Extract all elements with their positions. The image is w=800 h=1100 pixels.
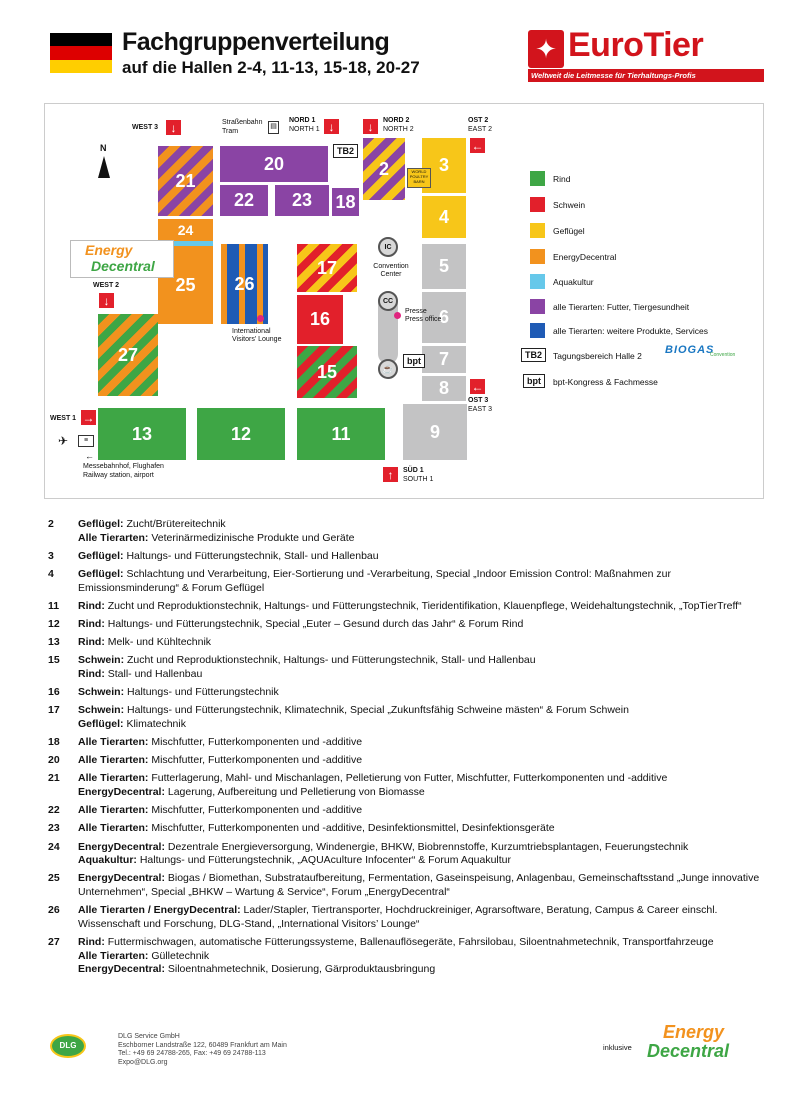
description-line (78, 904, 760, 931)
west1-label: WEST 1 (50, 415, 77, 422)
legend-swatch-gefluegel (530, 223, 545, 238)
description-text: Klimatechnik (126, 717, 186, 730)
description-category: Geflügel: (78, 549, 124, 562)
description-category: Rind: (78, 667, 105, 680)
description-row (48, 686, 760, 700)
press-marker (394, 312, 401, 319)
legend-swatch-futter (530, 299, 545, 314)
ic-marker: IC (378, 237, 398, 257)
inklusive-label: inklusive (603, 1043, 632, 1052)
north2-label: NORTH 2 (383, 126, 414, 133)
legend-swatch-services (530, 323, 545, 338)
energy-decentral-map-logo: Energy Decentral (70, 240, 174, 278)
biogas-logo: BIOGAS (665, 344, 715, 356)
sued1-label: SÜD 1 (403, 467, 424, 474)
description-hall-number: 2 (48, 518, 54, 530)
description-hall-number: 13 (48, 636, 60, 649)
description-row (48, 904, 760, 931)
legend-label-services: alle Tierarten: weitere Produkte, Services (553, 326, 708, 336)
description-category: Rind: (78, 599, 105, 612)
hall-5[interactable]: 5 (422, 244, 466, 289)
hall-25[interactable]: 25 (158, 246, 213, 324)
description-line (78, 950, 714, 964)
world-poultry-barn: WORLD POULTRY BARN (407, 168, 431, 188)
description-hall-number: 20 (48, 754, 60, 767)
description-hall-number: 26 (48, 904, 60, 917)
description-text: Mischfutter, Futterkomponenten und -additive (151, 804, 363, 817)
description-row (48, 872, 760, 899)
description-category: EnergyDecentral: (78, 786, 165, 799)
description-hall-number: 3 (48, 549, 54, 562)
description-text: Zucht/Brütereitechnik (126, 518, 226, 530)
description-text: Melk- und Kühltechnik (107, 636, 212, 649)
description-text: Gülletechnik (151, 949, 210, 962)
description-line (78, 822, 555, 836)
legend-tb2-code: TB2 (521, 348, 546, 362)
legend-swatch-rind (530, 171, 545, 186)
north-arrow-icon (98, 156, 110, 178)
hall-22[interactable]: 22 (220, 185, 268, 216)
description-category: Schwein: (78, 654, 125, 667)
hall-3[interactable]: 3 (422, 138, 466, 193)
east3-label: EAST 3 (468, 406, 492, 413)
description-text: Lader/Stapler, Tiertransporter, Hochdruckreiniger, Agrarsoftware, Beratung, Campus & Career einschl. Wissenschaft und Forschung, DLG-Stand, „International Visitors’ Lounge“ (78, 904, 718, 930)
legend-label-futter: alle Tierarten: Futter, Tiergesundheit (553, 302, 690, 312)
description-line (78, 963, 714, 977)
tram-icon: ▤ (268, 121, 279, 134)
description-row (48, 636, 760, 650)
description-line (78, 686, 279, 700)
description-category: Alle Tierarten: (78, 949, 149, 962)
description-row (48, 654, 760, 681)
description-row (48, 936, 760, 977)
convention-center-label: Convention Center (373, 263, 409, 278)
description-hall-number: 15 (48, 654, 60, 667)
description-row (48, 600, 760, 614)
description-line (78, 936, 714, 950)
description-row (48, 518, 760, 545)
nord2-label: NORD 2 (383, 117, 410, 124)
hall-7[interactable]: 7 (422, 346, 466, 373)
hall-2[interactable]: 2 (363, 138, 405, 200)
description-category: Alle Tierarten: (78, 736, 149, 749)
description-category: Geflügel: (78, 518, 124, 530)
description-line (78, 872, 760, 899)
description-row (48, 804, 760, 818)
legend-label-gefluegel: Geflügel (553, 226, 585, 236)
legend-label-aquakultur: Aquakultur (553, 277, 594, 287)
west2-arrow-icon: ↓ (99, 293, 114, 308)
footer-address (118, 1033, 287, 1067)
description-line (78, 754, 362, 768)
arrow-left-icon: ← (85, 451, 94, 461)
description-row (48, 822, 760, 836)
biogas-sub: Convention (710, 352, 736, 358)
description-row (48, 550, 760, 564)
tb2-map-label: TB2 (333, 144, 358, 158)
description-text: Futterlagerung, Mahl- und Mischanlagen, Pelletierung von Futter, Mischfutter, Futterkomponenten und -additive (151, 772, 668, 785)
description-line (78, 518, 354, 532)
ost2-label: OST 2 (468, 117, 489, 124)
description-line (78, 786, 667, 800)
description-line (78, 804, 362, 818)
footer-company: DLG Service GmbH (118, 1033, 180, 1040)
tram-en-label: Tram (222, 128, 239, 135)
west2-label: WEST 2 (93, 282, 120, 289)
tram-label: Straßenbahn (222, 119, 263, 126)
description-hall-number: 12 (48, 617, 60, 630)
hall-9[interactable]: 9 (403, 404, 467, 460)
description-row (48, 772, 760, 799)
hall-descriptions (48, 518, 760, 981)
airplane-icon: ✈ (58, 434, 69, 448)
description-hall-number: 27 (48, 935, 60, 948)
nord1-label: NORD 1 (289, 117, 316, 124)
hall-23[interactable]: 23 (275, 185, 329, 216)
description-line (78, 718, 629, 732)
logo-text: EuroTier (568, 26, 704, 64)
hall-map (44, 103, 764, 499)
description-line (78, 550, 379, 564)
description-text: Zucht und Reproduktionstechnik, Haltungs- und Fütterungstechnik, Stall- und Hallenbau (127, 654, 536, 667)
description-category: Alle Tierarten: (78, 822, 149, 835)
description-category: EnergyDecentral: (78, 963, 165, 976)
description-text: Veterinärmedizinische Produkte und Geräte (151, 531, 355, 544)
description-text: Mischfutter, Futterkomponenten und -additive (151, 754, 363, 767)
presse-label: Presse (405, 308, 427, 315)
description-row (48, 736, 760, 750)
description-text: Haltungs- und Fütterungstechnik, „AQUAculture Infocenter“ & Forum Aquakultur (139, 854, 512, 867)
description-line (78, 772, 667, 786)
description-text: Zucht und Reproduktionstechnik, Haltungs- und Fütterungstechnik, Tieridentifikation, Klauenpflege, Weidehaltungstechnik, „TopTierTreff“ (107, 599, 742, 612)
footer-phone: Tel.: +49 69 24788-265, Fax: +49 69 24788-113 (118, 1050, 266, 1057)
hall-17[interactable]: 17 (297, 244, 357, 292)
description-line (78, 600, 742, 614)
description-hall-number: 16 (48, 686, 60, 699)
legend-label-schwein: Schwein (553, 200, 586, 210)
eurotier-logo-icon: ✦ (528, 30, 564, 68)
hall-8[interactable]: 8 (422, 376, 466, 401)
description-category: Rind: (78, 935, 105, 948)
description-hall-number: 23 (48, 822, 60, 835)
restaurant-icon: ☕ (378, 359, 398, 379)
description-line (78, 736, 362, 750)
hall-4[interactable]: 4 (422, 196, 466, 238)
description-text: Biogas / Biomethan, Substrataufbereitung, Fermentation, Gaseinspeisung, Anlagenbau, Gemeinschaftsstand „Junge innovative Unternehmen“, Special „BHKW – Wartung & Service“, Forum „EnergyDecentral“ (78, 872, 760, 898)
description-row (48, 568, 760, 595)
description-category: Geflügel: (78, 717, 124, 730)
hall-27[interactable]: 27 (98, 314, 158, 396)
bpt-map-label: bpt (403, 354, 425, 368)
hall-13[interactable]: 13 (98, 408, 186, 460)
description-category: EnergyDecentral: (78, 872, 165, 885)
description-hall-number: 25 (48, 872, 60, 885)
dlg-logo: DLG (46, 1030, 90, 1068)
german-flag (50, 33, 112, 73)
description-category: Geflügel: (78, 567, 124, 580)
energy-decentral-footer-logo: Energy Decentral (647, 1022, 730, 1061)
description-line (78, 568, 760, 595)
north-label: N (100, 143, 107, 153)
description-text: Haltungs- und Fütterungstechnik, Stall- und Hallenbau (126, 549, 379, 562)
hall-6[interactable]: 6 (422, 292, 466, 343)
ost2-arrow-icon: ← (471, 138, 484, 153)
legend-tb2-label: Tagungsbereich Halle 2 (553, 351, 642, 361)
description-text: Lagerung, Aufbereitung und Pelletierung von Biomasse (167, 786, 425, 799)
description-text: Schlachtung und Verarbeitung, Eier-Sortierung und -Verarbeitung, Special „Indoor Emission Control: Maßnahmen zur Emissionsminderung“ & Forum Geflügel (78, 567, 671, 594)
description-hall-number: 24 (48, 840, 60, 853)
railway-en-label: Railway station, airport (83, 472, 154, 479)
description-category: Alle Tierarten: (78, 804, 149, 817)
ost3-arrow-icon: ← (471, 379, 484, 394)
description-text: Mischfutter, Futterkomponenten und -additive, Desinfektionsmittel, Desinfektionsgeräte (151, 822, 555, 835)
south1-label: SOUTH 1 (403, 476, 434, 483)
description-line (78, 854, 688, 868)
legend-swatch-aquakultur (530, 274, 545, 289)
description-category: Alle Tierarten: (78, 772, 149, 785)
description-text: Haltungs- und Fütterungstechnik, Special „Euter – Gesund durch das Jahr“ & Forum Rind (107, 617, 524, 630)
description-category: Aquakultur: (78, 854, 137, 867)
west3-arrow-icon: ↓ (166, 120, 181, 135)
description-line (78, 704, 629, 718)
description-line (78, 532, 354, 546)
description-line (78, 841, 688, 855)
description-line (78, 618, 523, 632)
legend-label-energydecentral: EnergyDecentral (553, 252, 617, 262)
description-category: Alle Tierarten / EnergyDecentral: (78, 904, 241, 917)
train-icon: ≡ (78, 435, 94, 447)
west1-arrow-icon: → (82, 410, 95, 425)
description-line (78, 654, 536, 668)
description-category: Schwein: (78, 704, 125, 717)
nord2-arrow-icon: ↓ (363, 119, 378, 134)
page-subtitle: auf die Hallen 2-4, 11-13, 15-18, 20-27 (122, 58, 420, 77)
cc-marker: CC (378, 291, 398, 311)
description-hall-number: 11 (48, 599, 60, 612)
description-category: Alle Tierarten: (78, 754, 149, 767)
hall-26[interactable]: 26 (221, 244, 268, 324)
description-row (48, 704, 760, 731)
ost3-label: OST 3 (468, 397, 489, 404)
description-text: Mischfutter, Futterkomponenten und -additive (151, 736, 363, 749)
description-row (48, 754, 760, 768)
page-title: Fachgruppenverteilung (122, 28, 390, 56)
description-text: Futtermischwagen, automatische Fütterungssysteme, Ballenauflösegeräte, Fahrsilobau, Siloentnahmetechnik, Transportfahrzeuge (107, 935, 714, 948)
footer-street: Eschborner Landstraße 122, 60489 Frankfurt am Main (118, 1041, 287, 1049)
legend-swatch-energydecentral (530, 249, 545, 264)
hall-12[interactable]: 12 (197, 408, 285, 460)
description-text: Stall- und Hallenbau (107, 667, 203, 680)
railway-de-label: Messebahnhof, Flughafen (83, 463, 164, 470)
nord1-arrow-icon: ↓ (324, 119, 339, 134)
description-line (78, 668, 536, 682)
description-line (78, 636, 211, 650)
hall-11[interactable]: 11 (297, 408, 385, 460)
hall-20[interactable]: 20 (220, 146, 328, 182)
description-hall-number: 17 (48, 704, 60, 717)
west3-label: WEST 3 (132, 124, 159, 131)
hall-16[interactable]: 16 (297, 295, 343, 344)
hall-15[interactable]: 15 (297, 346, 357, 398)
description-row (48, 841, 760, 868)
description-hall-number: 22 (48, 804, 60, 817)
legend-label-rind: Rind (553, 174, 571, 184)
description-hall-number: 21 (48, 772, 60, 785)
legend-bpt-code: bpt (523, 374, 545, 388)
description-category: Rind: (78, 636, 105, 649)
description-category: Alle Tierarten: (78, 531, 149, 544)
footer-email[interactable]: Expo@DLG.org (118, 1058, 168, 1066)
east2-label: EAST 2 (468, 126, 492, 133)
description-text: Haltungs- und Fütterungstechnik, Klimatechnik, Special „Zukunftsfähig Schweine mästen“ & Forum Schwein (127, 704, 629, 717)
lounge-marker (257, 315, 264, 322)
legend-bpt-label: bpt-Kongress & Fachmesse (553, 377, 658, 387)
hall-18[interactable]: 18 (332, 188, 359, 216)
lounge-label: International Visitors' Lounge (232, 328, 282, 343)
hall-24[interactable]: 24 (158, 219, 213, 241)
north1-label: NORTH 1 (289, 126, 320, 133)
description-row (48, 618, 760, 632)
description-hall-number: 18 (48, 736, 60, 749)
description-category: EnergyDecentral: (78, 840, 165, 853)
sued1-arrow-icon: ↑ (383, 467, 398, 482)
description-text: Siloentnahmetechnik, Dosierung, Gärproduktausbringung (167, 963, 436, 976)
description-text: Dezentrale Energieversorgung, Windenergie, BHKW, Biobrennstoffe, Kurzumtriebsplantagen, Feuerungstechnik (167, 840, 689, 853)
description-category: Schwein: (78, 686, 125, 699)
description-text: Haltungs- und Fütterungstechnik (127, 686, 279, 699)
description-hall-number: 4 (48, 567, 54, 580)
legend-swatch-schwein (530, 197, 545, 212)
logo-tagline: Weltweit die Leitmesse für Tierhaltungs-Profis (528, 69, 764, 82)
press-office-label: Press office (405, 316, 442, 323)
hall-21[interactable]: 21 (158, 146, 213, 216)
description-category: Rind: (78, 617, 105, 630)
eurotier-logo (528, 26, 764, 82)
